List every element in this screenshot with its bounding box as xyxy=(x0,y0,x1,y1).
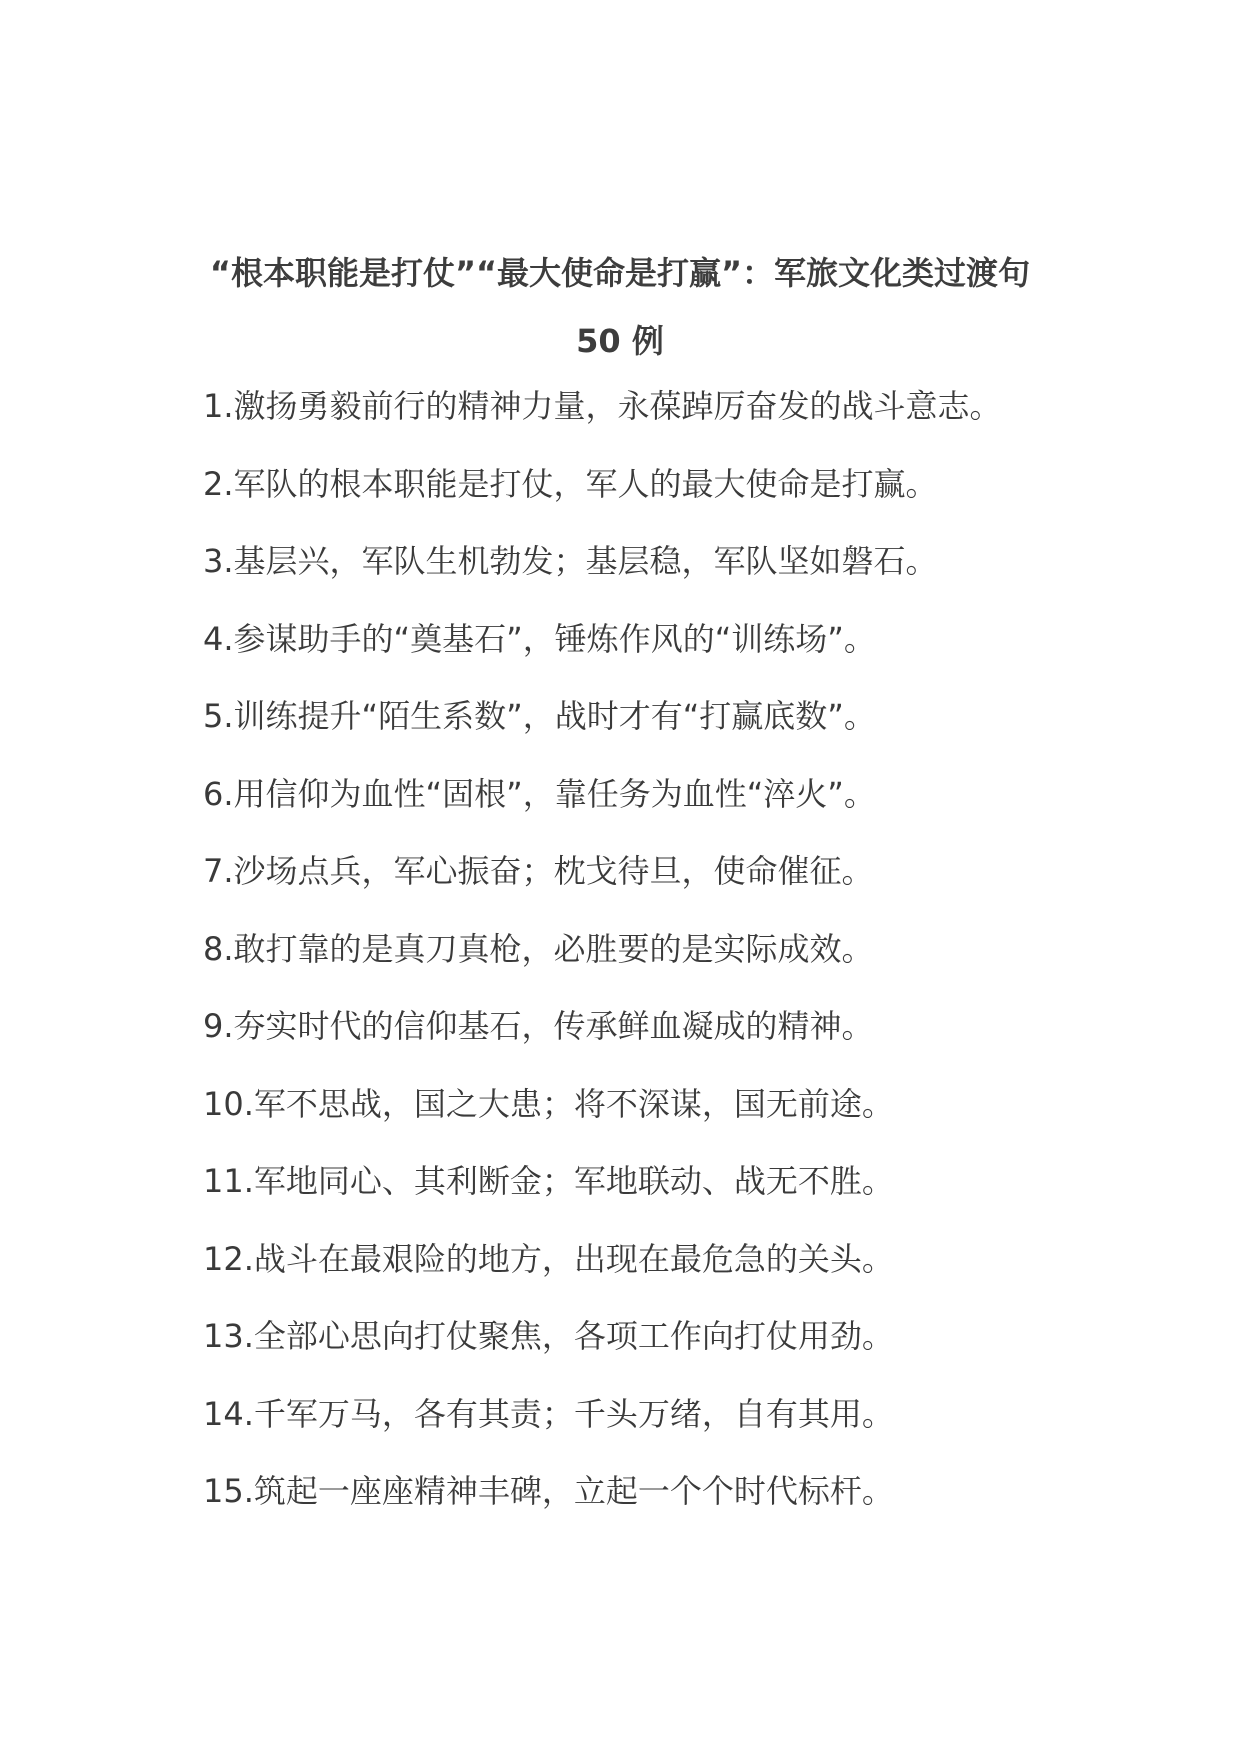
list-item: 10.军不思战，国之大患；将不深谋，国无前途。 xyxy=(203,1084,894,1123)
list-item: 5.训练提升“陌生系数”，战时才有“打赢底数”。 xyxy=(203,697,876,735)
list-item: 6.用信仰为血性“固根”，靠任务为血性“淬火”。 xyxy=(203,774,876,813)
document-title-continued: 50 例 xyxy=(576,322,664,360)
list-item: 11.军地同心、其利断金；军地联动、战无不胜。 xyxy=(203,1162,894,1200)
sentence-list xyxy=(203,386,1103,1549)
list-item: 2.军队的根本职能是打仗，军人的最大使命是打赢。 xyxy=(203,464,938,503)
list-item: 3.基层兴，军队生机勃发；基层稳，军队坚如磐石。 xyxy=(203,542,938,580)
list-item: 14.千军万马，各有其责；千头万绪，自有其用。 xyxy=(203,1394,894,1433)
list-item: 15.筑起一座座精神丰碑，立起一个个时代标杆。 xyxy=(203,1472,894,1510)
list-item: 9.夯实时代的信仰基石，传承鲜血凝成的精神。 xyxy=(203,1007,874,1045)
list-item: 4.参谋助手的“奠基石”，锤炼作风的“训练场”。 xyxy=(203,619,876,658)
list-item: 8.敢打靠的是真刀真枪，必胜要的是实际成效。 xyxy=(203,929,874,968)
list-item: 1.激扬勇毅前行的精神力量，永葆踔厉奋发的战斗意志。 xyxy=(203,387,1002,425)
list-item: 12.战斗在最艰险的地方，出现在最危急的关头。 xyxy=(203,1239,894,1278)
list-item: 13.全部心思向打仗聚焦，各项工作向打仗用劲。 xyxy=(203,1317,894,1355)
document-title: “根本职能是打仗”“最大使命是打赢”：军旅文化类过渡句 xyxy=(209,254,1031,292)
list-item: 7.沙场点兵，军心振奋；枕戈待旦，使命催征。 xyxy=(203,852,874,890)
